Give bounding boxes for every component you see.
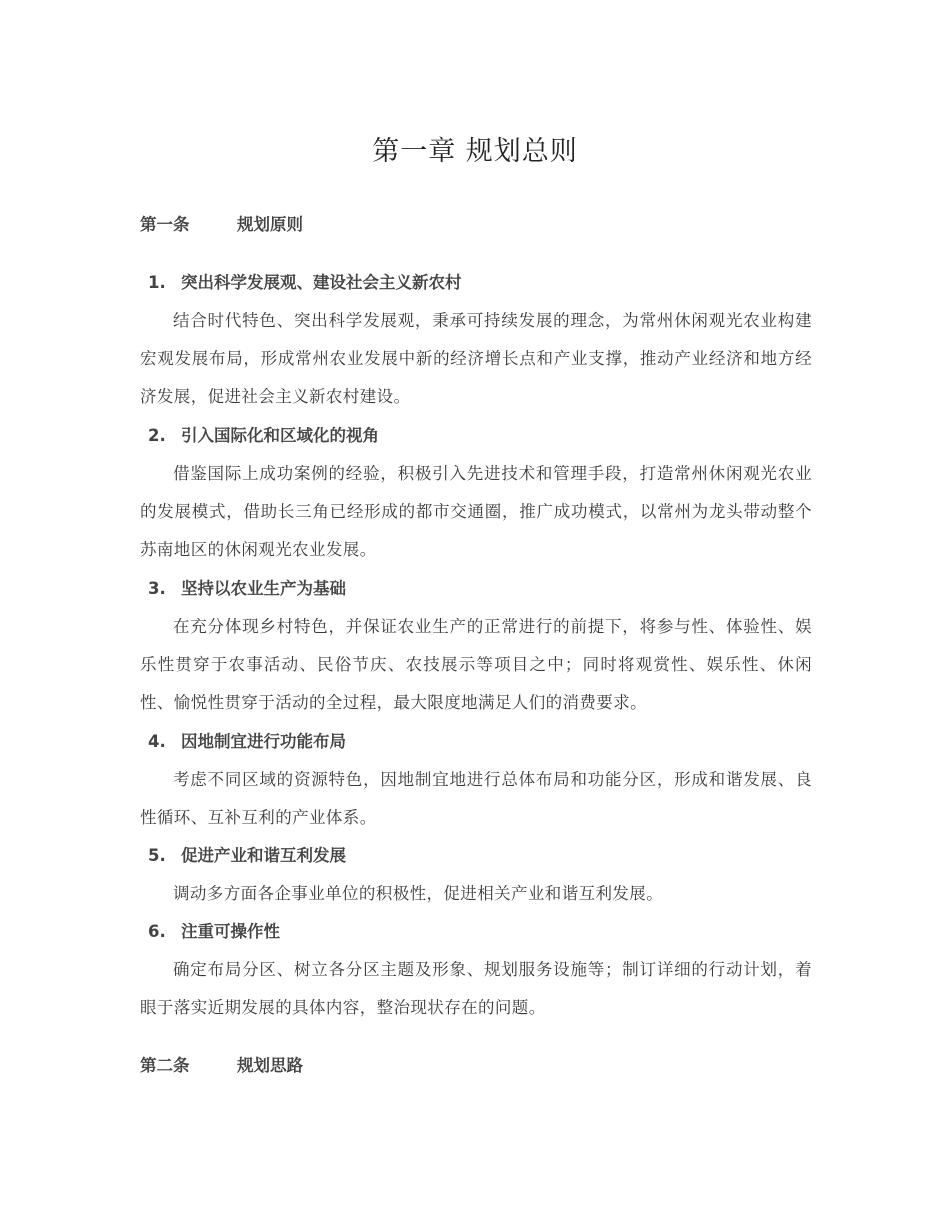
principle-body-5: 调动多方面各企事业单位的积极性，促进相关产业和谐互利发展。 — [173, 884, 664, 903]
principle-heading-1 — [148, 270, 462, 296]
article-title: 规划原则 — [237, 215, 303, 234]
article-number: 第一条 — [140, 215, 190, 234]
article-number: 第二条 — [140, 1056, 190, 1075]
principle-heading-4 — [148, 729, 346, 755]
principle-heading-3 — [148, 576, 346, 602]
principle-index: 2. — [148, 426, 166, 445]
chapter-title: 第一章 规划总则 — [372, 136, 578, 167]
principle-heading-6 — [148, 919, 280, 945]
principle-index: 6. — [148, 922, 166, 941]
principle-body-2: 借鉴国际上成功案例的经验，积极引入先进技术和管理手段，打造常州休闲观光农业的发展模式，借助长三角已经形成的都市交通圈，推广成功模式，以常州为龙头带动整个苏南地区的休闲观光农业发展。 — [140, 464, 812, 559]
principle-body-6: 确定布局分区、树立各分区主题及形象、规划服务设施等；制订详细的行动计划，着眼于落实近期发展的具体内容，整治现状存在的问题。 — [140, 960, 812, 1017]
principle-index: 4. — [148, 732, 166, 751]
principle-index: 1. — [148, 273, 166, 292]
article-heading-2 — [140, 1053, 303, 1079]
principle-heading-5 — [148, 843, 346, 869]
principle-body-4: 考虑不同区域的资源特色，因地制宜地进行总体布局和功能分区，形成和谐发展、良性循环、互补互利的产业体系。 — [140, 770, 812, 827]
principle-index: 5. — [148, 846, 166, 865]
principle-title: 引入国际化和区域化的视角 — [181, 426, 379, 445]
principle-heading-2 — [148, 423, 379, 449]
principle-index: 3. — [148, 579, 166, 598]
principle-title: 因地制宜进行功能布局 — [181, 732, 346, 751]
principle-body-1: 结合时代特色、突出科学发展观，秉承可持续发展的理念，为常州休闲观光农业构建宏观发展布局，形成常州农业发展中新的经济增长点和产业支撑，推动产业经济和地方经济发展，促进社会主义新农村建设。 — [140, 311, 812, 406]
article-title: 规划思路 — [237, 1056, 303, 1075]
principle-title: 坚持以农业生产为基础 — [181, 579, 346, 598]
principle-title: 促进产业和谐互利发展 — [181, 846, 346, 865]
principle-title: 注重可操作性 — [181, 922, 280, 941]
article-heading-1 — [140, 212, 303, 238]
principle-title: 突出科学发展观、建设社会主义新农村 — [181, 273, 462, 292]
principle-body-3: 在充分体现乡村特色，并保证农业生产的正常进行的前提下，将参与性、体验性、娱乐性贯穿于农事活动、民俗节庆、农技展示等项目之中；同时将观赏性、娱乐性、休闲性、愉悦性贯穿于活动的全过程，最大限度地满足人们的消费要求。 — [140, 617, 812, 712]
